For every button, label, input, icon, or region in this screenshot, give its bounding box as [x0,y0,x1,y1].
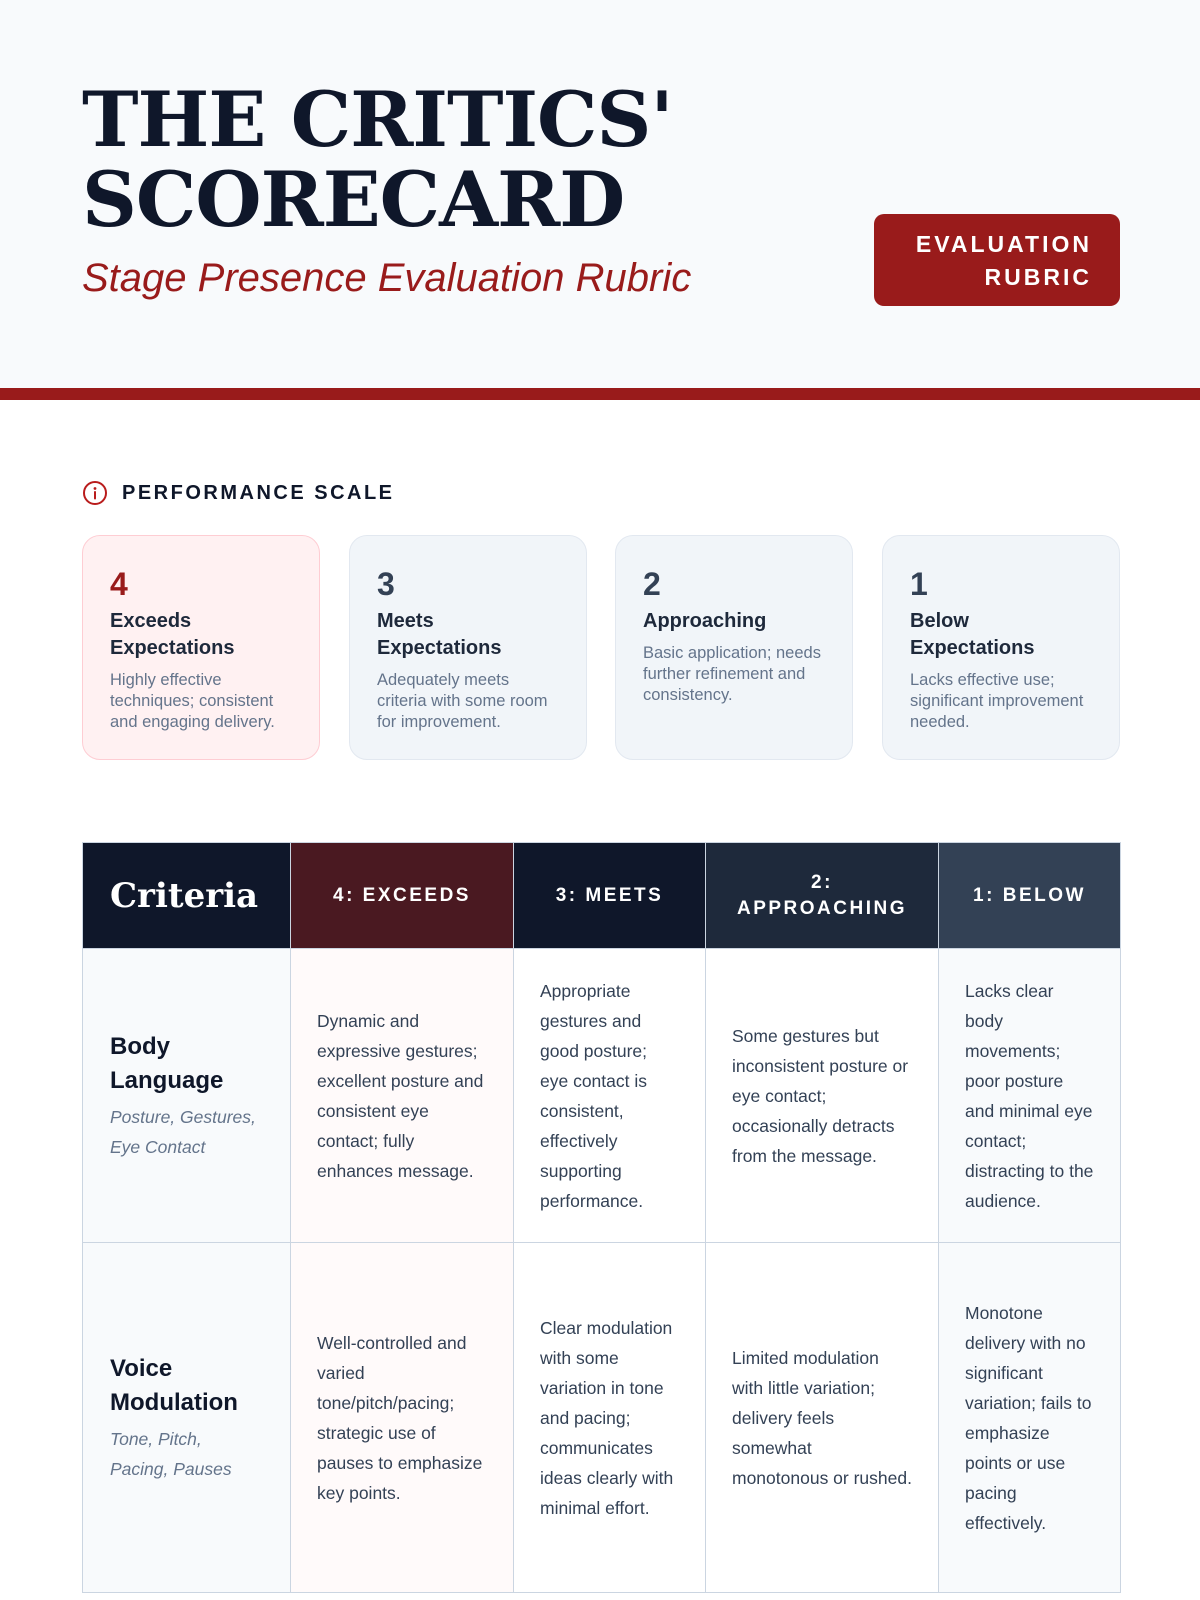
table-row [83,949,1121,1243]
score-description: Adequately meets criteria with some room for improvement. [377,671,548,731]
criterion-name: Voice Modulation [110,1354,238,1416]
page-title [82,75,673,244]
cell-exceeds: Dynamic and expressive gestures; excellent posture and consistent eye contact; fully enhances message. [291,949,514,1243]
scale-card-meets [349,535,587,760]
score-number: 2 [643,566,661,602]
header-approaching: 2: APPROACHING [706,843,939,949]
cell-approaching: Limited modulation with little variation; delivery feels somewhat monotonous or rushed. [706,1243,939,1593]
performance-scale-label: PERFORMANCE SCALE [122,481,395,504]
header-below: 1: BELOW [939,843,1121,949]
criterion-subtitle: Tone, Pitch, Pacing, Pauses [110,1428,232,1479]
score-title: Meets Expectations [377,610,502,659]
score-description: Highly effective techniques; consistent and engaging delivery. [110,671,275,731]
cell-meets: Clear modulation with some variation in tone and pacing; communicates ideas clearly with minimal effort. [514,1243,706,1593]
badge-line-1: EVALUATION [915,231,1092,257]
score-description: Basic application; needs further refinement and consistency. [643,644,821,704]
criterion-subtitle: Posture, Gestures, Eye Contact [110,1106,256,1157]
rubric-table [82,842,1121,1593]
criterion-cell [83,949,291,1243]
performance-scale-heading [82,480,395,506]
title-line-2: SCORECARD [82,155,625,244]
header-exceeds: 4: EXCEEDS [291,843,514,949]
evaluation-rubric-badge [874,214,1120,306]
score-number: 4 [110,566,128,602]
performance-scale [82,535,1120,760]
page-subtitle: Stage Presence Evaluation Rubric [82,256,692,300]
scale-card-exceeds [82,535,320,760]
score-title: Exceeds Expectations [110,610,235,659]
score-number: 1 [910,566,928,602]
cell-exceeds: Well-controlled and varied tone/pitch/pacing; strategic use of pauses to emphasize key points. [291,1243,514,1593]
cell-below: Lacks clear body movements; poor posture and minimal eye contact; distracting to the audience. [939,949,1121,1243]
scale-card-below [882,535,1120,760]
header-meets: 3: MEETS [514,843,706,949]
cell-approaching: Some gestures but inconsistent posture or eye contact; occasionally detracts from the message. [706,949,939,1243]
title-line-1: THE CRITICS' [82,75,673,164]
cell-below: Monotone delivery with no significant variation; fails to emphasize points or use pacing effectively. [939,1243,1121,1593]
cell-meets: Appropriate gestures and good posture; eye contact is consistent, effectively supporting performance. [514,949,706,1243]
score-number: 3 [377,566,395,602]
table-header-row [83,843,1121,949]
score-description: Lacks effective use; significant improvement needed. [910,671,1084,731]
page-header [0,0,1200,400]
table-row [83,1243,1121,1593]
badge-line-2: RUBRIC [984,264,1092,290]
info-icon [82,480,108,506]
score-title: Below Expectations [910,610,1035,659]
scale-card-approaching [615,535,853,760]
criterion-name: Body Language [110,1032,224,1094]
header-criteria: Criteria [83,843,291,949]
score-title: Approaching [643,610,767,632]
criterion-cell [83,1243,291,1593]
